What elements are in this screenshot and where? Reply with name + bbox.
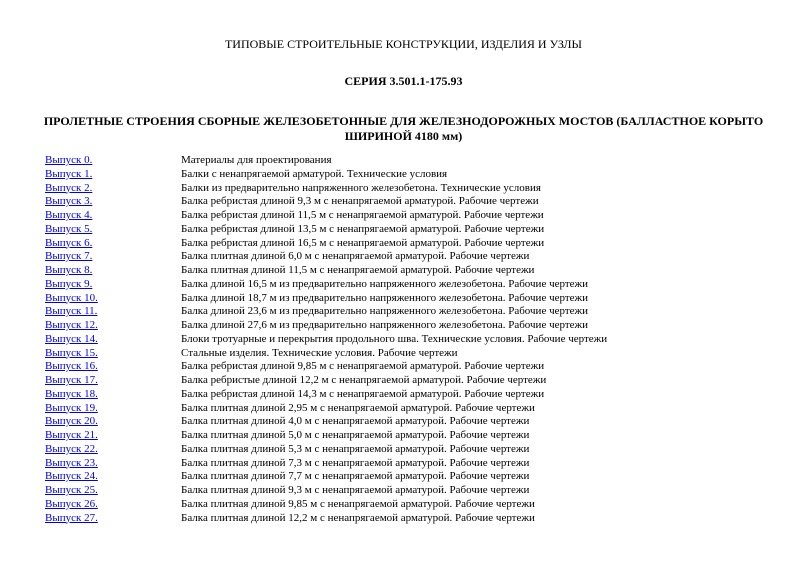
list-item: [45, 305, 765, 319]
list-item: [45, 470, 765, 484]
list-item: [45, 292, 765, 306]
issue-title: Балка плитная длиной 5,3 м с ненапрягаемой арматурой. Рабочие чертежи: [181, 442, 530, 455]
issue-link[interactable]: Выпуск 4.: [45, 209, 93, 221]
issues-list: [45, 154, 765, 525]
list-item: [45, 484, 765, 498]
issue-title: Балка плитная длиной 9,85 м с ненапрягаемой арматурой. Рабочие чертежи: [181, 497, 535, 510]
issue-title: Балки из предварительно напряженного железобетона. Технические условия: [181, 181, 541, 194]
issue-link[interactable]: Выпуск 0.: [45, 154, 93, 166]
issue-link[interactable]: Выпуск 14.: [45, 332, 98, 345]
issue-link[interactable]: Выпуск 5.: [45, 222, 93, 235]
list-item: [45, 168, 765, 182]
issue-title: Балка плитная длиной 12,2 м с ненапрягаемой арматурой. Рабочие чертежи: [181, 511, 535, 524]
list-item: [45, 415, 765, 429]
document-title: ПРОЛЕТНЫЕ СТРОЕНИЯ СБОРНЫЕ ЖЕЛЕЗОБЕТОННЫЕ ДЛЯ ЖЕЛЕЗНОДОРОЖНЫХ МОСТОВ (БАЛЛАСТНОЕ КОРЫТО ШИРИНОЙ 4180 мм): [43, 114, 764, 143]
issue-title: Балка плитная длиной 7,7 м с ненапрягаемой арматурой. Рабочие чертежи: [181, 470, 530, 483]
list-item: [45, 374, 765, 388]
issue-link[interactable]: Выпуск 17.: [45, 374, 98, 386]
issue-title: Балка ребристая длиной 13,5 м с ненапрягаемой арматурой. Рабочие чертежи: [181, 222, 545, 235]
issue-title: Стальные изделия. Технические условия. Рабочие чертежи: [181, 346, 458, 359]
list-item: [45, 333, 765, 347]
list-item: [45, 498, 765, 512]
issue-link[interactable]: Выпуск 3.: [45, 195, 93, 208]
list-item: [45, 443, 765, 457]
issue-link[interactable]: Выпуск 1.: [45, 167, 93, 180]
list-item: [45, 278, 765, 292]
list-item: [45, 209, 765, 223]
list-item: [45, 182, 765, 196]
issue-link[interactable]: Выпуск 2.: [45, 181, 93, 194]
issue-title: Балка ребристая длиной 9,3 м с ненапрягаемой арматурой. Рабочие чертежи: [181, 195, 539, 208]
list-item: [45, 512, 765, 526]
list-item: [45, 250, 765, 264]
issue-link[interactable]: Выпуск 7.: [45, 250, 93, 263]
issue-link[interactable]: Выпуск 8.: [45, 264, 93, 276]
issue-title: Балка плитная длиной 7,3 м с ненапрягаемой арматурой. Рабочие чертежи: [181, 456, 530, 469]
issue-title: Балка плитная длиной 6,0 м с ненапрягаемой арматурой. Рабочие чертежи: [181, 250, 530, 263]
document-category-heading: ТИПОВЫЕ СТРОИТЕЛЬНЫЕ КОНСТРУКЦИИ, ИЗДЕЛИЯ И УЗЛЫ: [224, 37, 583, 51]
issue-link[interactable]: Выпуск 10.: [45, 291, 98, 304]
issue-link[interactable]: Выпуск 22.: [45, 442, 98, 455]
series-heading: СЕРИЯ 3.501.1-175.93: [344, 74, 463, 88]
issue-title: Балка длиной 18,7 м из предварительно напряженного железобетона. Рабочие чертежи: [181, 291, 589, 304]
list-item: [45, 429, 765, 443]
issue-link[interactable]: Выпуск 11.: [45, 305, 98, 318]
list-item: [45, 457, 765, 471]
list-item: [45, 402, 765, 416]
issue-title: Балка длиной 23,6 м из предварительно напряженного железобетона. Рабочие чертежи: [181, 305, 589, 318]
issue-title: Блоки тротуарные и перекрытия продольного шва. Технические условия. Рабочие чертежи: [181, 332, 608, 345]
issue-title: Балки с ненапрягаемой арматурой. Технические условия: [181, 167, 448, 180]
issue-link[interactable]: Выпуск 27.: [45, 511, 98, 524]
issue-title: Балка длиной 27,6 м из предварительно напряженного железобетона. Рабочие чертежи: [181, 319, 589, 331]
issue-title: Балка ребристая длиной 14,3 м с ненапрягаемой арматурой. Рабочие чертежи: [181, 387, 545, 400]
issue-title: Балка плитная длиной 9,3 м с ненапрягаемой арматурой. Рабочие чертежи: [181, 484, 530, 496]
issue-link[interactable]: Выпуск 25.: [45, 484, 98, 496]
issue-link[interactable]: Выпуск 19.: [45, 401, 98, 414]
list-item: [45, 223, 765, 237]
issue-title: Балка ребристая длиной 11,5 м с ненапрягаемой арматурой. Рабочие чертежи: [181, 209, 544, 221]
issue-title: Балка плитная длиной 11,5 м с ненапрягаемой арматурой. Рабочие чертежи: [181, 264, 535, 276]
issue-title: Балка плитная длиной 4,0 м с ненапрягаемой арматурой. Рабочие чертежи: [181, 415, 530, 428]
issue-link[interactable]: Выпуск 23.: [45, 456, 98, 469]
list-item: [45, 319, 765, 333]
issue-link[interactable]: Выпуск 16.: [45, 360, 98, 373]
issue-link[interactable]: Выпуск 24.: [45, 470, 98, 483]
issue-link[interactable]: Выпуск 18.: [45, 387, 98, 400]
issue-link[interactable]: Выпуск 6.: [45, 236, 93, 249]
list-item: [45, 264, 765, 278]
list-item: [45, 360, 765, 374]
issue-title: Материалы для проектирования: [181, 154, 332, 166]
issue-link[interactable]: Выпуск 9.: [45, 277, 93, 290]
issue-link[interactable]: Выпуск 15.: [45, 346, 98, 359]
issue-title: Балка плитная длиной 5,0 м с ненапрягаемой арматурой. Рабочие чертежи: [181, 429, 530, 441]
issue-title: Балка ребристые длиной 12,2 м с ненапрягаемой арматурой. Рабочие чертежи: [181, 374, 547, 386]
issue-link[interactable]: Выпуск 20.: [45, 415, 98, 428]
issue-title: Балка ребристая длиной 9,85 м с ненапрягаемой арматурой. Рабочие чертежи: [181, 360, 545, 373]
list-item: [45, 237, 765, 251]
issue-title: Балка плитная длиной 2,95 м с ненапрягаемой арматурой. Рабочие чертежи: [181, 401, 535, 414]
list-item: [45, 388, 765, 402]
issue-link[interactable]: Выпуск 12.: [45, 319, 98, 331]
issue-link[interactable]: Выпуск 26.: [45, 497, 98, 510]
list-item: [45, 154, 765, 168]
issue-link[interactable]: Выпуск 21.: [45, 429, 98, 441]
list-item: [45, 347, 765, 361]
issue-title: Балка ребристая длиной 16,5 м с ненапрягаемой арматурой. Рабочие чертежи: [181, 236, 545, 249]
issue-title: Балка длиной 16,5 м из предварительно напряженного железобетона. Рабочие чертежи: [181, 277, 589, 290]
list-item: [45, 195, 765, 209]
